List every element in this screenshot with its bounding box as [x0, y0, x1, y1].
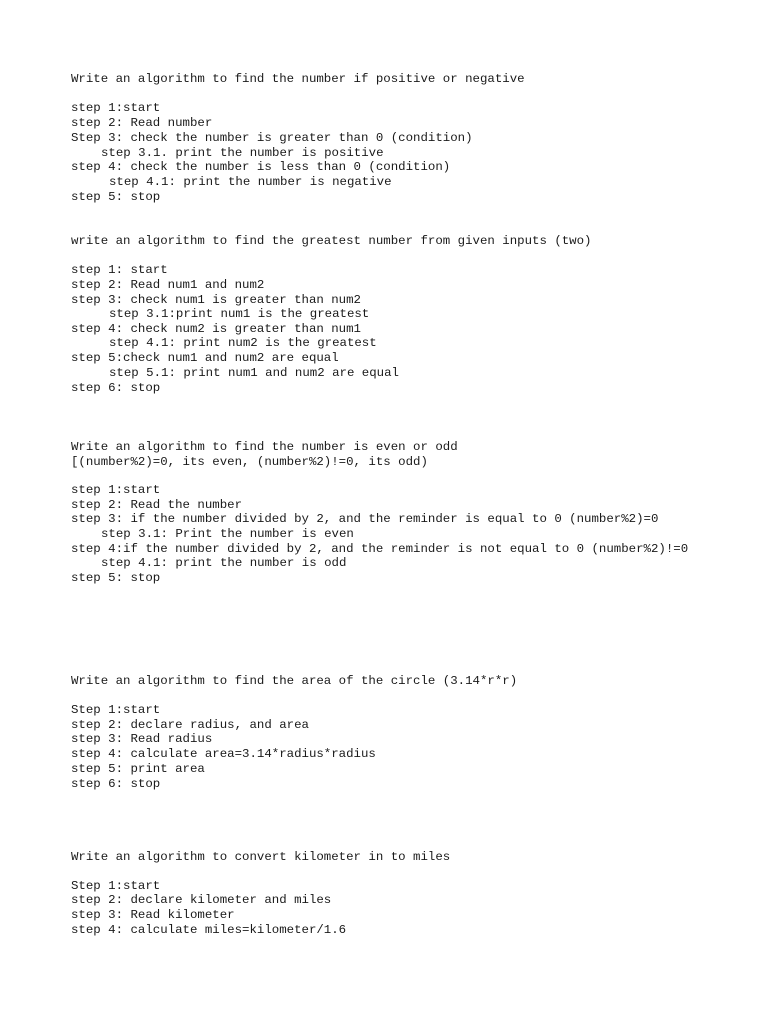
step-line: step 4: check the number is less than 0 (condition)	[71, 160, 451, 174]
step-line: step 6: stop	[71, 777, 161, 791]
step-line: step 2: Read number	[71, 116, 213, 130]
sub-step-line: step 3.1: Print the number is even	[101, 527, 354, 541]
step-line: step 6: stop	[71, 381, 161, 395]
section-title: Write an algorithm to find the number is even or odd	[71, 440, 458, 454]
step-line: step 1:start	[71, 483, 161, 497]
sub-step-line: step 4.1: print the number is odd	[101, 556, 347, 570]
sub-step-line: step 5.1: print num1 and num2 are equal	[109, 366, 399, 380]
step-line: step 2: declare kilometer and miles	[71, 893, 332, 907]
step-line: step 3: if the number divided by 2, and the reminder is equal to 0 (number%2)=0	[71, 512, 659, 526]
step-line: step 1: start	[71, 263, 168, 277]
step-line: step 5:check num1 and num2 are equal	[71, 351, 339, 365]
step-line: step 2: declare radius, and area	[71, 718, 309, 732]
step-line: step 3: Read radius	[71, 732, 213, 746]
section-title: write an algorithm to find the greatest number from given inputs (two)	[71, 234, 592, 248]
step-line: step 3: check num1 is greater than num2	[71, 293, 361, 307]
sub-step-line: step 4.1: print num2 is the greatest	[109, 336, 377, 350]
step-line: step 2: Read the number	[71, 498, 243, 512]
step-line: step 4: calculate miles=kilometer/1.6	[71, 923, 347, 937]
step-line: step 4: check num2 is greater than num1	[71, 322, 361, 336]
section-title: Write an algorithm to convert kilometer in to miles	[71, 850, 451, 864]
step-line: step 1:start	[71, 101, 161, 115]
section-title: Write an algorithm to find the area of the circle (3.14*r*r)	[71, 674, 518, 688]
step-line: Step 1:start	[71, 879, 161, 893]
step-line: step 2: Read num1 and num2	[71, 278, 265, 292]
sub-step-line: step 3.1:print num1 is the greatest	[109, 307, 370, 321]
sub-step-line: step 3.1. print the number is positive	[101, 146, 384, 160]
step-line: Step 1:start	[71, 703, 161, 717]
step-line: step 3: Read kilometer	[71, 908, 235, 922]
section-title: Write an algorithm to find the number if positive or negative	[71, 72, 525, 86]
step-line: step 4:if the number divided by 2, and the reminder is not equal to 0 (number%2)!=0	[71, 542, 689, 556]
step-line: step 5: stop	[71, 190, 161, 204]
section-subtitle: [(number%2)=0, its even, (number%2)!=0, its odd)	[71, 455, 428, 469]
step-line: step 5: print area	[71, 762, 205, 776]
step-line: step 4: calculate area=3.14*radius*radius	[71, 747, 376, 761]
sub-step-line: step 4.1: print the number is negative	[109, 175, 392, 189]
step-line: step 5: stop	[71, 571, 161, 585]
step-line: Step 3: check the number is greater than 0 (condition)	[71, 131, 473, 145]
